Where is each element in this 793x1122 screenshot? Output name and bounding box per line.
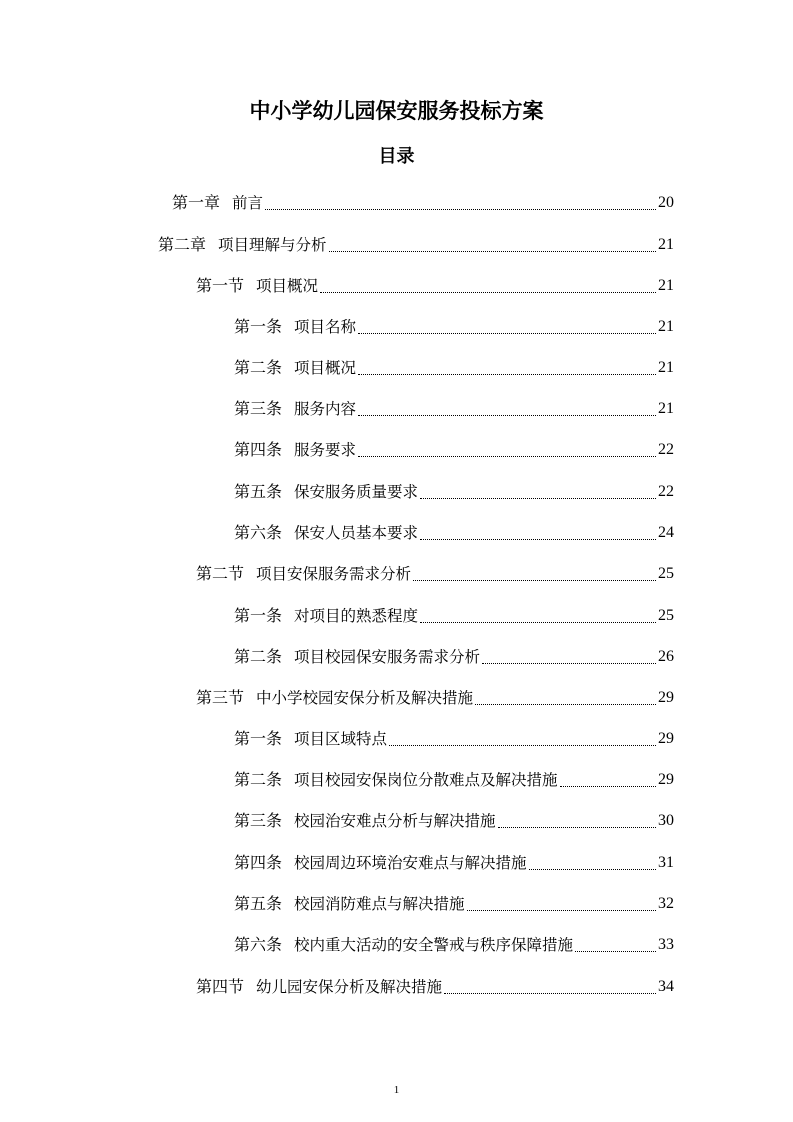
toc-entry-chapter[interactable] — [158, 228, 674, 256]
toc-entry-label: 第三节 — [196, 688, 245, 707]
toc-entry-article[interactable] — [234, 433, 674, 461]
toc-entry-article[interactable] — [234, 392, 674, 420]
toc-entry-article[interactable] — [234, 804, 674, 832]
toc-entry-label: 第一条 — [234, 606, 283, 625]
toc-entry-section[interactable] — [196, 269, 674, 297]
toc-entry-title: 校内重大活动的安全警戒与秩序保障措施 — [294, 936, 574, 954]
toc-dot-leader — [420, 497, 656, 499]
toc-entry-title: 项目概况 — [256, 277, 319, 295]
toc-entry-title: 项目名称 — [294, 318, 357, 336]
toc-dot-leader — [575, 950, 656, 952]
toc-entry-title: 项目概况 — [294, 359, 357, 377]
toc-dot-leader — [389, 744, 656, 746]
toc-entry-label: 第四条 — [234, 853, 283, 872]
toc-dot-leader — [560, 785, 656, 787]
toc-entry-title: 项目理解与分析 — [218, 236, 327, 254]
toc-dot-leader — [529, 868, 656, 870]
toc-entry-label: 第六条 — [234, 523, 283, 542]
toc-entry-title: 对项目的熟悉程度 — [294, 607, 419, 625]
toc-entry-article[interactable] — [234, 599, 674, 627]
toc-dot-leader — [358, 332, 656, 334]
toc-entry-label: 第一条 — [234, 317, 283, 336]
toc-entry-page: 21 — [658, 359, 674, 376]
toc-entry-label: 第二条 — [234, 647, 283, 666]
toc-entry-article[interactable] — [234, 722, 674, 750]
toc-entry-label: 第二节 — [196, 564, 245, 583]
toc-dot-leader — [358, 455, 656, 457]
toc-entry-page: 32 — [658, 895, 674, 912]
toc-entry-article[interactable] — [234, 310, 674, 338]
toc-dot-leader — [444, 992, 656, 994]
toc-entry-label: 第三条 — [234, 811, 283, 830]
toc-entry-article[interactable] — [234, 640, 674, 668]
toc-dot-leader — [420, 538, 656, 540]
toc-dot-leader — [420, 621, 656, 623]
toc-entry-page: 30 — [658, 812, 674, 829]
toc-entry-title: 项目区域特点 — [294, 730, 388, 748]
toc-entry-article[interactable] — [234, 516, 674, 544]
toc-entry-page: 25 — [658, 607, 674, 624]
toc-entry-page: 21 — [658, 318, 674, 335]
toc-entry-label: 第二条 — [234, 358, 283, 377]
toc-entry-page: 31 — [658, 854, 674, 871]
toc-entry-page: 20 — [658, 194, 674, 211]
toc-entry-article[interactable] — [234, 846, 674, 874]
toc-entry-label: 第六条 — [234, 935, 283, 954]
toc-entry-title: 保安人员基本要求 — [294, 524, 419, 542]
toc-entry-page: 34 — [658, 978, 674, 995]
toc-entry-title: 幼儿园安保分析及解决措施 — [256, 978, 443, 996]
toc-dot-leader — [358, 414, 656, 416]
toc-entry-title: 中小学校园安保分析及解决措施 — [256, 689, 474, 707]
toc-entry-section[interactable] — [196, 681, 674, 709]
document-title: 中小学幼儿园保安服务投标方案 — [249, 99, 544, 123]
toc-entry-title: 前言 — [232, 194, 264, 212]
toc-dot-leader — [358, 373, 656, 375]
toc-entry-page: 22 — [658, 483, 674, 500]
toc-entry-title: 项目校园保安服务需求分析 — [294, 648, 481, 666]
toc-entry-page: 21 — [658, 236, 674, 253]
toc-entry-page: 29 — [658, 771, 674, 788]
toc-entry-title: 服务要求 — [294, 441, 357, 459]
toc-entry-label: 第二章 — [158, 235, 207, 254]
toc-entry-page: 21 — [658, 400, 674, 417]
toc-entry-article[interactable] — [234, 928, 674, 956]
toc-entry-section[interactable] — [196, 557, 674, 585]
toc-entry-label: 第五条 — [234, 894, 283, 913]
page-number: 1 — [393, 1084, 400, 1096]
toc-entry-title: 校园消防难点与解决措施 — [294, 895, 465, 913]
toc-entry-title: 项目校园安保岗位分散难点及解决措施 — [294, 771, 558, 789]
toc-dot-leader — [475, 703, 656, 705]
toc-dot-leader — [482, 662, 656, 664]
toc-entry-label: 第四节 — [196, 977, 245, 996]
toc-entry-label: 第四条 — [234, 440, 283, 459]
toc-entry-title: 保安服务质量要求 — [294, 483, 419, 501]
toc-entry-label: 第五条 — [234, 482, 283, 501]
toc-entry-page: 29 — [658, 730, 674, 747]
toc-entry-title: 服务内容 — [294, 400, 357, 418]
toc-entry-title: 项目安保服务需求分析 — [256, 565, 412, 583]
toc-dot-leader — [467, 909, 656, 911]
toc-dot-leader — [320, 291, 656, 293]
toc-dot-leader — [265, 208, 656, 210]
toc-entry-label: 第三条 — [234, 399, 283, 418]
toc-entry-article[interactable] — [234, 887, 674, 915]
toc-entry-label: 第一章 — [172, 193, 221, 212]
toc-entry-label: 第一条 — [234, 729, 283, 748]
toc-entry-page: 26 — [658, 648, 674, 665]
toc-entry-article[interactable] — [234, 763, 674, 791]
toc-entry-article[interactable] — [234, 351, 674, 379]
toc-entry-page: 33 — [658, 936, 674, 953]
toc-entry-title: 校园治安难点分析与解决措施 — [294, 812, 496, 830]
toc-entry-article[interactable] — [234, 475, 674, 503]
toc-entry-page: 24 — [658, 524, 674, 541]
toc-entry-chapter[interactable] — [172, 186, 674, 214]
toc-entry-page: 21 — [658, 277, 674, 294]
toc-entry-page: 25 — [658, 565, 674, 582]
toc-heading: 目录 — [378, 146, 415, 167]
toc-entry-label: 第一节 — [196, 276, 245, 295]
toc-entry-section[interactable] — [196, 970, 674, 998]
toc-entry-title: 校园周边环境治安难点与解决措施 — [294, 854, 527, 872]
toc-dot-leader — [498, 826, 656, 828]
toc-entry-page: 22 — [658, 441, 674, 458]
toc-entry-label: 第二条 — [234, 770, 283, 789]
toc-dot-leader — [329, 250, 656, 252]
toc-entry-page: 29 — [658, 689, 674, 706]
toc-dot-leader — [413, 579, 656, 581]
